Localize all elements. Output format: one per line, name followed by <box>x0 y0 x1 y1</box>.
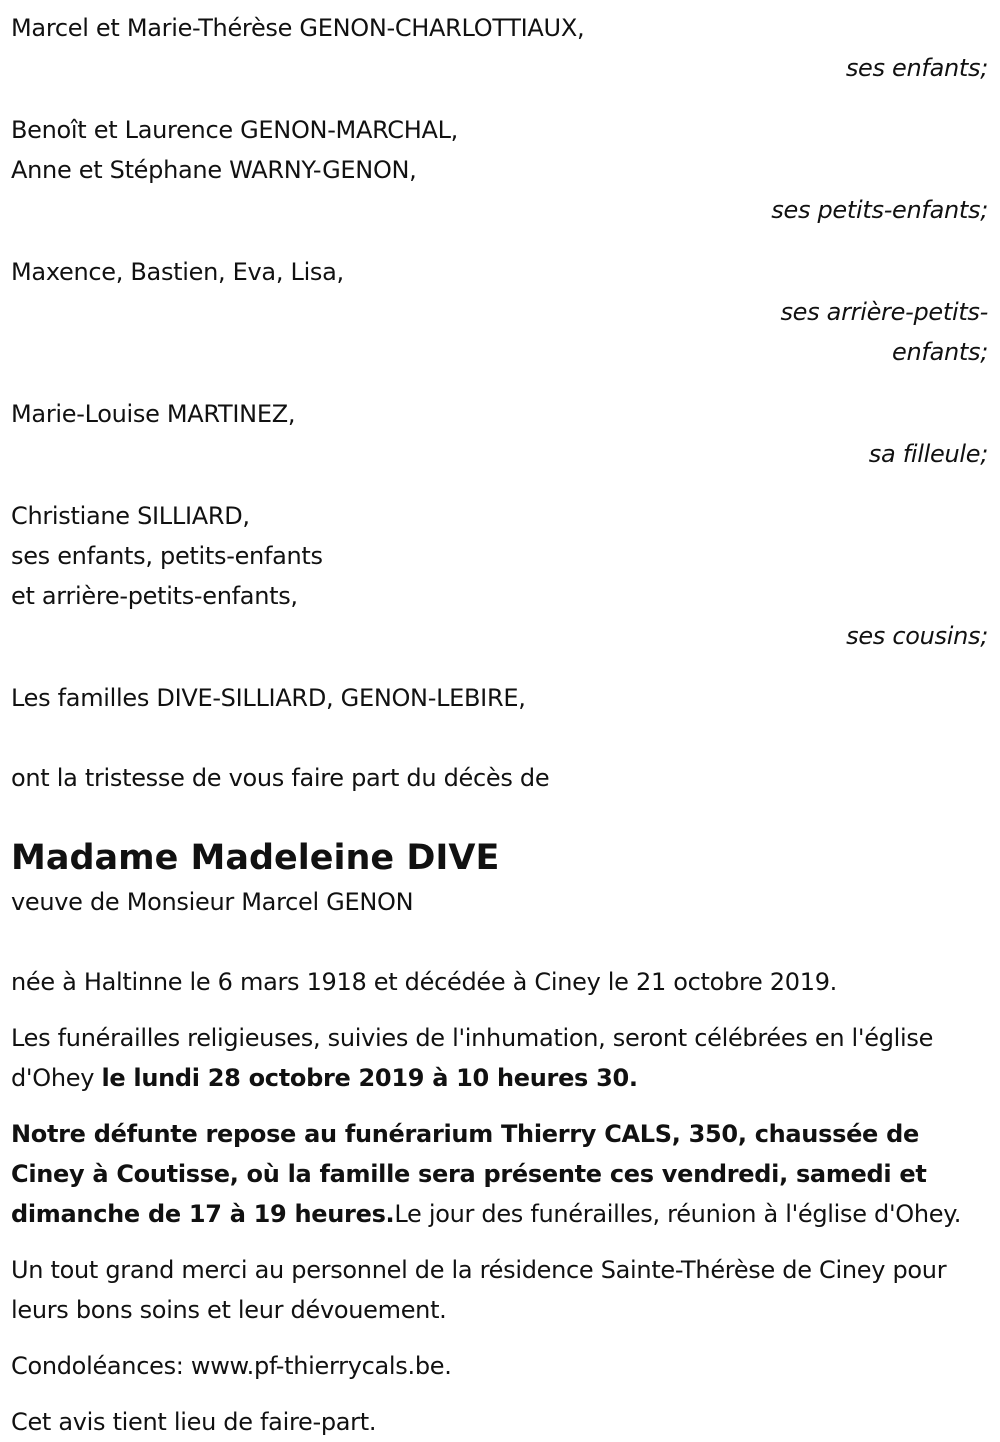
family-line: Maxence, Bastien, Eva, Lisa, <box>11 258 344 286</box>
deceased-spouse: veuve de Monsieur Marcel GENON <box>11 888 414 916</box>
notice-text: Cet avis tient lieu de faire-part. <box>11 1408 377 1436</box>
relation-label: ses petits-enfants; <box>771 196 988 224</box>
family-group-children <box>11 8 990 88</box>
condolences-text: Condoléances: www.pf-thierrycals.be. <box>11 1352 452 1380</box>
deceased-name: Madame Madeleine DIVE <box>11 838 500 878</box>
family-group-great-grandchildren <box>11 252 990 372</box>
thanks-text: Un tout grand merci au personnel de la résidence Sainte-Thérèse de Ciney pour leurs bons soins et leur dévouement. <box>11 1256 947 1324</box>
funerarium-info <box>11 1114 990 1234</box>
gathering-text: Le jour des funérailles, réunion à l'église d'Ohey. <box>394 1200 962 1228</box>
family-line: Marie-Louise MARTINEZ, <box>11 400 296 428</box>
family-line: Les familles DIVE-SILLIARD, GENON-LEBIRE, <box>11 684 526 712</box>
funerarium-text: Notre défunte repose au funérarium Thierry CALS, 350, chaussée de Ciney à Coutisse, où la famille sera présente ces vendredi, samedi et dimanche de 17 à 19 heures. <box>11 1120 927 1228</box>
relation-label: ses enfants; <box>845 54 988 82</box>
funeral-text: Les funérailles religieuses, suivies de l'inhumation, seront célébrées en l'église d'Ohey <box>11 1024 934 1092</box>
announcement: ont la tristesse de vous faire part du décès de <box>11 764 550 792</box>
family-group-families <box>11 678 990 718</box>
relation-label: ses cousins; <box>846 622 988 650</box>
family-line: et arrière-petits-enfants, <box>11 582 298 610</box>
relation-label: ses arrière-petits-enfants; <box>780 298 988 366</box>
relation-label: sa filleule; <box>868 440 988 468</box>
family-line: Benoît et Laurence GENON-MARCHAL, <box>11 116 458 144</box>
birth-death-info: née à Haltinne le 6 mars 1918 et décédée à Ciney le 21 octobre 2019. <box>11 968 837 996</box>
funeral-info <box>11 1018 990 1098</box>
family-line: Anne et Stéphane WARNY-GENON, <box>11 156 417 184</box>
family-line: Marcel et Marie-Thérèse GENON-CHARLOTTIAUX, <box>11 14 585 42</box>
family-group-goddaughter <box>11 394 990 474</box>
family-line: ses enfants, petits-enfants <box>11 542 323 570</box>
funeral-date: le lundi 28 octobre 2019 à 10 heures 30. <box>101 1064 638 1092</box>
family-line: Christiane SILLIARD, <box>11 502 250 530</box>
family-group-grandchildren <box>11 110 990 230</box>
family-group-cousins <box>11 496 990 656</box>
